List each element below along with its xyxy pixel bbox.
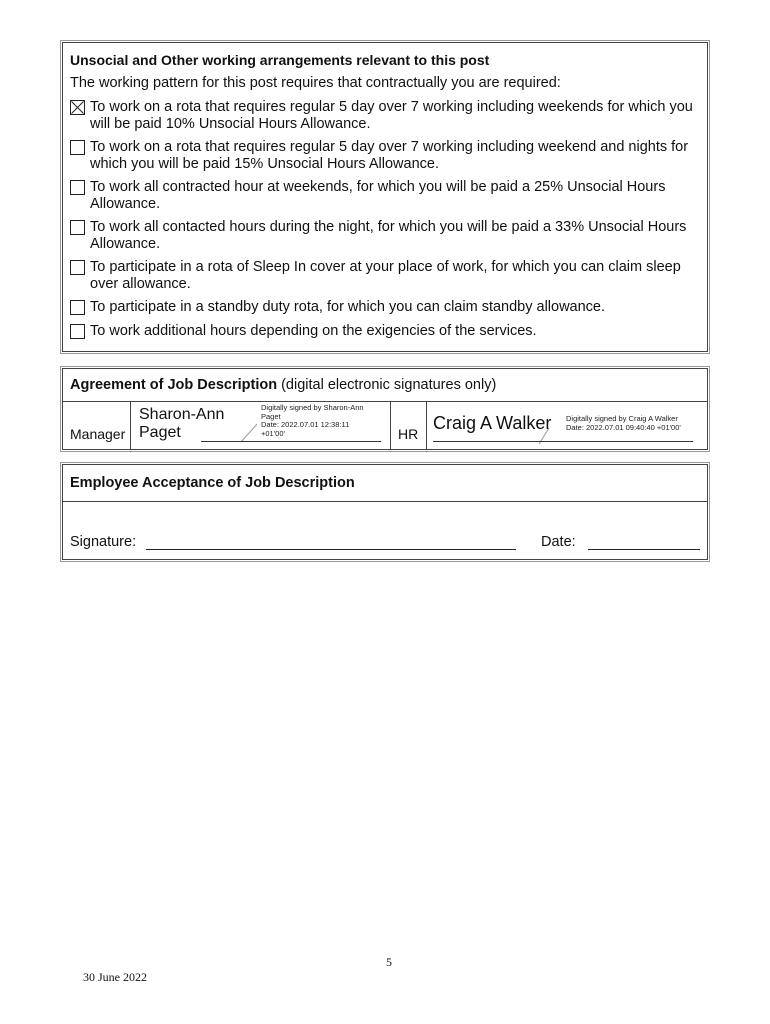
- date-input[interactable]: [588, 549, 700, 550]
- option-checkbox[interactable]: [70, 100, 85, 115]
- manager-signature-detail-3: Date: 2022.07.01 12:38:11: [261, 420, 350, 429]
- arrangement-option: [70, 139, 700, 172]
- arrangement-option: [70, 99, 700, 132]
- option-checkbox[interactable]: [70, 140, 85, 155]
- manager-label: Manager: [70, 426, 126, 442]
- agreement-heading: [63, 369, 707, 402]
- option-checkbox[interactable]: [70, 324, 85, 339]
- acceptance-body: [63, 502, 707, 560]
- section-intro: The working pattern for this post requires that contractually you are required:: [70, 75, 561, 91]
- manager-label-cell: [63, 402, 131, 450]
- manager-signature-detail-2: Paget: [261, 411, 281, 421]
- signature-label: Signature:: [70, 534, 137, 550]
- option-label: To participate in a rota of Sleep In cover at your place of work, for which you can claim sleep over allowance.: [90, 259, 681, 292]
- hr-signature-name: Craig A Walker: [433, 413, 552, 433]
- manager-signature-field[interactable]: [131, 402, 391, 450]
- manager-signature-line: [201, 441, 381, 442]
- manager-signature-detail-1: Digitally signed by Sharon-Ann: [261, 403, 364, 412]
- page-number: 5: [386, 955, 392, 969]
- arrangement-option: [70, 323, 700, 340]
- agreement-section: [62, 368, 708, 450]
- hr-label-cell: [391, 402, 427, 450]
- manager-signature-detail-4: +01'00': [261, 428, 285, 438]
- section-title: Unsocial and Other working arrangements relevant to this post: [70, 52, 490, 68]
- agreement-subtitle: (digital electronic signatures only): [281, 377, 497, 393]
- manager-signature-name-line2: Paget: [139, 424, 181, 441]
- arrangement-option: [70, 219, 700, 252]
- arrangement-option: [70, 179, 700, 212]
- footer-date: 30 June 2022: [83, 970, 147, 984]
- hr-signature-line: [433, 441, 693, 442]
- acceptance-title: Employee Acceptance of Job Description: [63, 465, 707, 502]
- option-label: To work all contracted hour at weekends, for which you will be paid a 25% Unsocial Hours Allowance.: [90, 179, 666, 212]
- date-label: Date:: [541, 534, 576, 550]
- employee-acceptance-section: [62, 464, 708, 560]
- option-label: To work additional hours depending on the exigencies of the services.: [90, 322, 537, 339]
- option-label: To work all contacted hours during the night, for which you will be paid a 33% Unsocial Hours Allowance.: [90, 219, 687, 252]
- x-mark-icon: [71, 101, 84, 114]
- signature-row: [63, 402, 707, 450]
- hr-signature-field[interactable]: [427, 402, 707, 450]
- hr-signature-detail-2: Date: 2022.07.01 09:40:40 +01'00': [566, 423, 681, 432]
- option-checkbox[interactable]: [70, 220, 85, 235]
- signature-stroke-icon: [537, 426, 551, 446]
- arrangement-option: [70, 259, 700, 292]
- hr-label: HR: [398, 426, 419, 442]
- option-checkbox[interactable]: [70, 180, 85, 195]
- manager-signature-name-line1: Sharon-Ann: [139, 406, 225, 423]
- hr-signature-detail-1: Digitally signed by Craig A Walker: [566, 414, 678, 423]
- arrangement-option: [70, 299, 700, 316]
- signature-input[interactable]: [146, 549, 516, 550]
- agreement-title: Agreement of Job Description: [70, 377, 278, 393]
- option-checkbox[interactable]: [70, 260, 85, 275]
- arrangement-options: [70, 99, 700, 339]
- option-checkbox[interactable]: [70, 300, 85, 315]
- working-arrangements-section: [62, 42, 708, 352]
- option-label: To work on a rota that requires regular 5 day over 7 working including weekend and nights for which you will be paid 15% Unsocial Hours Allowance.: [90, 139, 689, 172]
- option-label: To work on a rota that requires regular 5 day over 7 working including weekends for which you will be paid 10% Unsocial Hours Allowance.: [90, 99, 693, 132]
- option-label: To participate in a standby duty rota, for which you can claim standby allowance.: [90, 299, 606, 315]
